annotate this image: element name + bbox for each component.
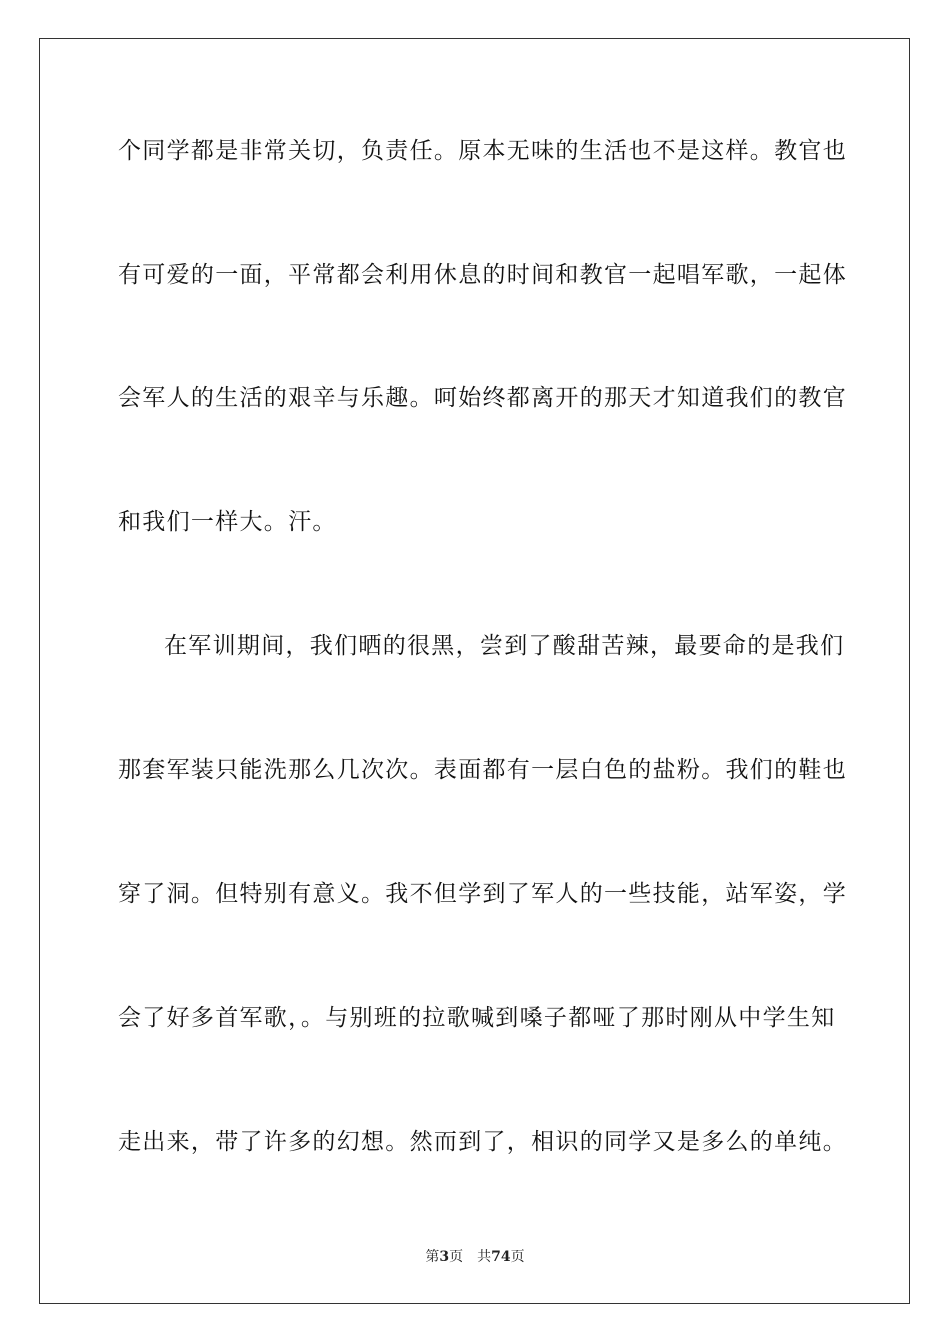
total-pages-label: [477, 1249, 524, 1265]
page-prefix: 第: [425, 1249, 440, 1265]
page-suffix: 页: [449, 1249, 464, 1265]
total-suffix: 页: [510, 1249, 525, 1265]
total-prefix: 共: [477, 1249, 492, 1265]
text-line-8: 会了好多首军歌，。与别班的拉歌喊到嗓子都哑了那时刚从中学生知: [118, 1005, 836, 1031]
text-line-5: 在军训期间，我们晒的很黑，尝到了酸甜苦辣，最要命的是我们: [164, 633, 845, 659]
text-line-7: 穿了洞。但特别有意义。我不但学到了军人的一些技能，站军姿，学: [118, 881, 847, 907]
page-label: [425, 1249, 463, 1265]
text-line-4: 和我们一样大。汗。: [118, 509, 337, 535]
text-line-9: 走出来，带了许多的幻想。然而到了，相识的同学又是多么的单纯。: [118, 1129, 847, 1155]
total-pages: 74: [491, 1249, 511, 1265]
text-line-2: 有可爱的一面，平常都会利用休息的时间和教官一起唱军歌，一起体: [118, 262, 847, 288]
page-footer: [0, 1248, 950, 1266]
text-line-1: 个同学都是非常关切，负责任。原本无味的生活也不是这样。教官也: [118, 138, 847, 164]
text-line-6: 那套军装只能洗那么几次次。表面都有一层白色的盐粉。我们的鞋也: [118, 757, 847, 783]
page-number: 3: [439, 1249, 450, 1265]
text-line-3: 会军人的生活的艰辛与乐趣。呵始终都离开的那天才知道我们的教官: [118, 385, 847, 411]
page-border: [39, 38, 910, 1304]
